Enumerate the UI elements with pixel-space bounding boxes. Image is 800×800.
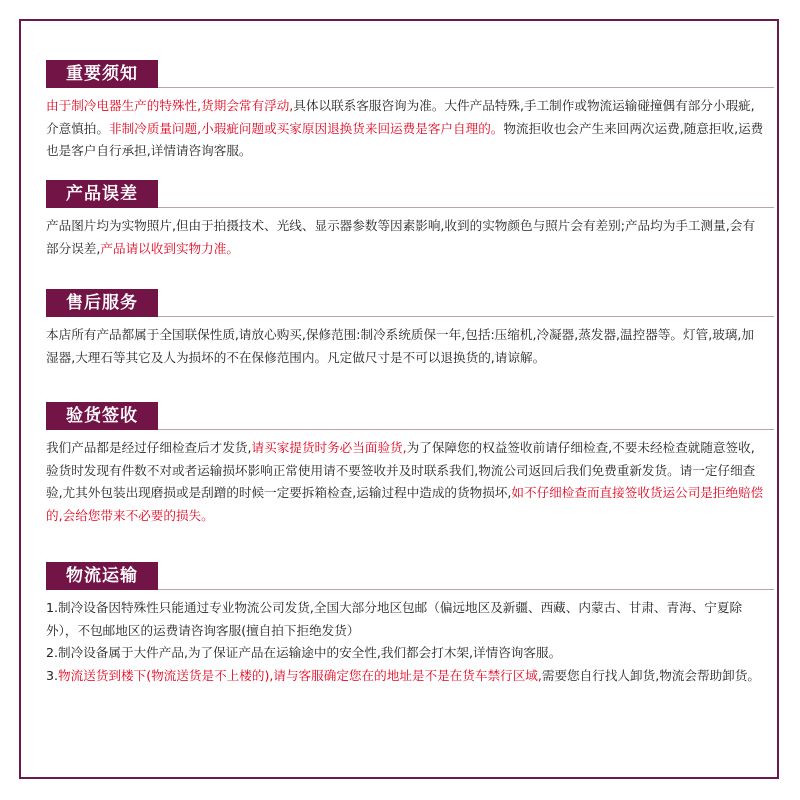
section-body (46, 324, 766, 369)
text-run: 由于制冷电器生产的特殊性,货期会常有浮动, (46, 98, 294, 113)
paragraph (46, 95, 766, 163)
section-heading (46, 180, 766, 210)
section-logistics (46, 562, 766, 687)
text-run: 物流送货到楼下(物流送货是不上楼的),请与客服确定您在的地址是不是在货车禁行区域, (58, 667, 542, 683)
text-run: 需要您自行找人卸货,物流会帮助卸货。 (541, 667, 760, 683)
heading-label-box (46, 289, 158, 317)
section-body (46, 437, 766, 527)
section-body (46, 597, 766, 687)
section-title: 物流运输 (66, 566, 138, 586)
text-run: 本店所有产品都属于全国联保性质,请放心购买,保修范围:制冷系统质保一年,包括:压缩机,冷凝器,蒸发器,温控器等。灯管,玻璃,加湿器,大理石等其它及人为损坏的不在保修范围内。凡定做尺寸是不可以退换货的,请谅解。 (46, 327, 754, 365)
text-run: 物流拒收也会产生来回两次运费,随意拒收,运费也是客户自行承担,详情请咨询客服。 (46, 120, 764, 158)
heading-label-box (46, 60, 158, 88)
heading-label-box (46, 180, 158, 208)
section-body (46, 215, 766, 260)
section-after-sales (46, 289, 766, 369)
text-run: 我们产品都是经过仔细检查后才发货, (46, 440, 252, 455)
section-heading (46, 60, 766, 90)
section-product-error (46, 180, 766, 260)
heading-label-box (46, 562, 158, 590)
paragraph (46, 437, 766, 527)
section-inspection-signoff (46, 402, 766, 527)
section-title: 验货签收 (66, 406, 138, 426)
paragraph (46, 597, 766, 642)
text-run: 具体以联系客服咨询为准。大件产品特殊,手工制作或物流运输碰撞偶有部分小瑕疵,介意慎拍。 (46, 98, 755, 136)
section-heading (46, 289, 766, 319)
heading-label-box (46, 402, 158, 430)
section-title: 重要须知 (66, 64, 138, 84)
section-body (46, 95, 766, 163)
text-run: 2.制冷设备属于大件产品,为了保证产品在运输途中的安全性,我们都会打木架,详情咨询客服。 (46, 645, 562, 660)
paragraph (46, 324, 766, 369)
section-title: 售后服务 (66, 293, 138, 313)
text-run: 1.制冷设备因特殊性只能通过专业物流公司发货,全国大部分地区包邮（偏远地区及新疆、西藏、内蒙古、甘肃、青海、宁夏除外），不包邮地区的运费请咨询客服(擅自拍下拒绝发货） (46, 600, 743, 638)
text-run: 请买家提货时务必当面验货, (251, 440, 407, 455)
paragraph (46, 642, 766, 665)
text-run: 如不仔细检查而直接签收货运公司是拒绝赔偿的,会给您带来不必要的损失。 (46, 485, 764, 523)
section-heading (46, 402, 766, 432)
paragraph (46, 215, 766, 260)
text-run: 3. (46, 667, 59, 683)
text-run: 非制冷质量问题,小瑕疵问题或买家原因退换货来回运费是客户自理的。 (108, 120, 504, 136)
text-run: 产品请以收到实物力准。 (100, 240, 239, 256)
section-heading (46, 562, 766, 592)
text-run: 为了保障您的权益签收前请仔细检查,不要未经检查就随意签收,验货时发现有件数不对或者运输损坏影响正常使用请不要签收并及时联系我们,物流公司返回后我们免费重新发货。请一定仔细查验,尤其外包装出现磨损或是刮蹭的时候一定要拆箱检查,运输过程中造成的货物损坏, (46, 440, 756, 500)
text-run: 产品图片均为实物照片,但由于拍摄技术、光线、显示器参数等因素影响,收到的实物颜色与照片会有差别;产品均为手工测量,会有部分误差, (46, 218, 755, 256)
section-title: 产品误差 (66, 184, 138, 204)
paragraph (46, 665, 766, 688)
section-important-notice (46, 60, 766, 163)
